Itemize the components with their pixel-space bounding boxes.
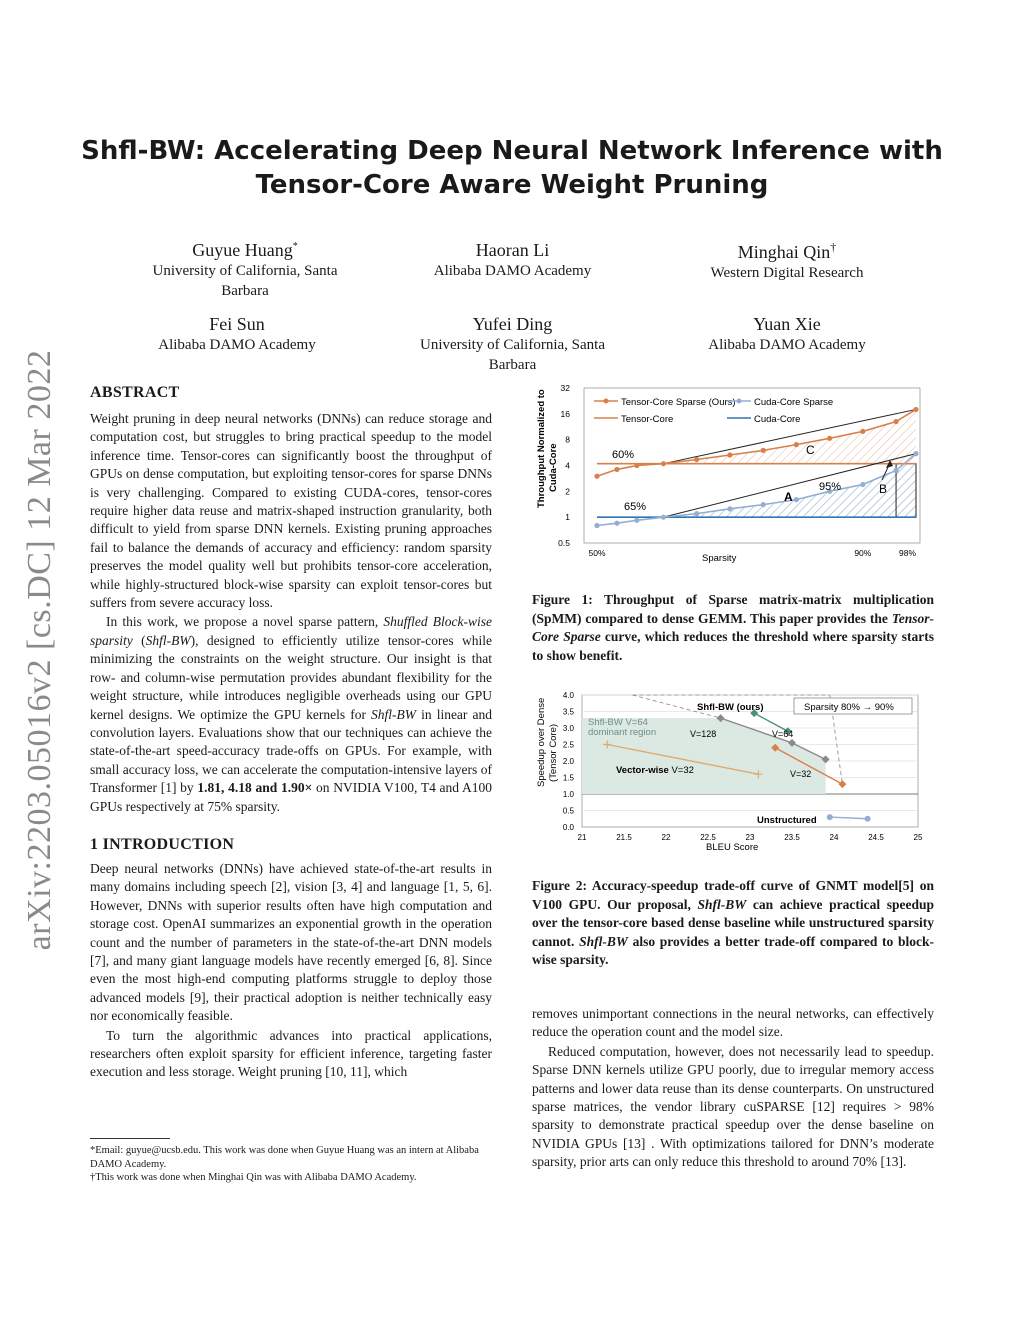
cuda-core-sparse-point bbox=[634, 518, 639, 523]
region-b-box bbox=[896, 464, 916, 517]
speedup-figures: 1.81, 4.18 and 1.90× bbox=[197, 780, 313, 796]
caption-term-shfl-bw: Shfl-BW bbox=[697, 896, 747, 912]
cuda-core-sparse-point bbox=[727, 506, 732, 511]
author-affiliation: University of California, Santa bbox=[152, 263, 338, 279]
figure-2-x-ticks bbox=[578, 833, 923, 842]
term-shfl-bw: Shfl-BW bbox=[145, 632, 191, 648]
y-tick-label: 3.5 bbox=[562, 707, 574, 717]
footnotes bbox=[90, 1144, 492, 1185]
legend-tensor-core-sparse: Tensor-Core Sparse (Ours) bbox=[621, 397, 736, 408]
tensor-core-sparse-point bbox=[614, 467, 619, 472]
y-tick-label: 0.5 bbox=[562, 806, 574, 816]
abstract-heading: ABSTRACT bbox=[90, 384, 180, 401]
abstract-paragraph-1: Weight pruning in deep neural networks (DNNs) can reduce storage and computation cost, but struggles to bring practical speedup to the model inference time. Tensor-cores can significantly boost the throughput of GPUs on dense computation, but exploiting tensor-cores for sparse DNNs is very challenging. Compared to existing CUDA-cores, tensor-cores require higher data reuse and matrix-shaped instruction granularity, both difficult to yield from sparse DNN kernels. Existing pruning approaches fail to balance the demands of accuracy and efficiency: random sparsity preserves the model quality well but prohibits tensor-core acceleration, while highly-structured block-wise sparsity can exploit tensor-cores but suffers from severe accuracy loss. bbox=[90, 411, 492, 611]
tensor-core-sparse-point bbox=[634, 463, 639, 468]
tensor-core-sparse-point bbox=[794, 442, 799, 447]
title-line-2: Tensor-Core Aware Weight Pruning bbox=[255, 170, 769, 200]
y-tick-label: 2 bbox=[565, 486, 570, 497]
cuda-core-sparse-point bbox=[913, 451, 918, 456]
label-v32: V=32 bbox=[790, 769, 812, 779]
x-tick-label: 24 bbox=[829, 833, 839, 842]
figure-2-y-label-line-1: Speedup over Dense bbox=[536, 697, 547, 787]
annotation-95-percent: 95% bbox=[819, 481, 842, 493]
x-tick-label: 22.5 bbox=[700, 833, 716, 842]
x-tick-label: 23.5 bbox=[784, 833, 800, 842]
caption-term-shfl-bw: Shfl-BW bbox=[579, 933, 628, 949]
region-a-label: A bbox=[784, 490, 793, 504]
term-shfl-bw: Shfl-BW bbox=[371, 706, 417, 722]
region-label-line-1: Shfl-BW V=64 bbox=[588, 717, 648, 728]
author-name: Fei Sun bbox=[209, 314, 265, 334]
cuda-core-sparse-point bbox=[794, 497, 799, 502]
figure-1-y-label-line-1: Throughput Normalized to bbox=[536, 389, 547, 508]
figure-2-y-ticks bbox=[563, 691, 575, 832]
author-affiliation: University of California, Santa bbox=[420, 337, 605, 353]
footnote-rule bbox=[90, 1138, 170, 1139]
annotation-65-percent: 65% bbox=[624, 501, 647, 513]
tensor-core-sparse-point bbox=[661, 461, 666, 466]
author-affiliation: Alibaba DAMO Academy bbox=[158, 337, 316, 353]
y-tick-label: 4 bbox=[565, 460, 570, 471]
label-vector-wise: Vector-wise V=32 bbox=[616, 765, 694, 776]
label-shfl-bw-ours: Shfl-BW (ours) bbox=[697, 702, 764, 713]
label-v64: V=64 bbox=[772, 729, 794, 739]
author-affiliation: Barbara bbox=[488, 357, 537, 373]
figure-1-throughput-chart bbox=[532, 380, 934, 570]
tensor-core-sparse-point bbox=[594, 474, 599, 479]
x-tick-label: 23 bbox=[745, 833, 755, 842]
tensor-core-sparse-point bbox=[913, 407, 918, 412]
annotation-60-percent: 60% bbox=[612, 449, 635, 461]
x-tick-label: 90% bbox=[854, 548, 872, 558]
intro-paragraph-2: To turn the algorithmic advances into practical applications, researchers often exploit sparsity for efficient inference, targeting faster execution and less storage. Weight pruning [10, 11], which bbox=[90, 1027, 492, 1080]
author-affiliation: Western Digital Research bbox=[710, 265, 864, 281]
tensor-core-sparse-point bbox=[860, 429, 865, 434]
x-tick-label: 50% bbox=[588, 548, 606, 558]
arxiv-identifier[interactable]: arXiv:2203.05016v2 [cs.DC] 12 Mar 2022 bbox=[21, 349, 58, 951]
figure-2-tradeoff-chart bbox=[532, 685, 934, 855]
figure-1-x-ticks bbox=[588, 548, 916, 558]
right-column-text bbox=[532, 1005, 934, 1172]
y-tick-label: 32 bbox=[560, 383, 570, 393]
y-tick-label: 1.0 bbox=[562, 790, 574, 799]
body-paragraph-2: Reduced computation, however, does not necessarily lead to speedup. Sparse DNN kernels utilize GPU poorly, due to irregular memory access patterns and lower data reuse than its dense counterparts. On unstructured sparse matrices, the vendor library cuSPARSE [12] requires > 98% sparsity to demonstrate practical speedup over the dense baseline on NVIDIA GPUs [13] . With optimizations tailored for DNN’s moderate sparsity, prior arts can only reduce this threshold to around 70% [13]. bbox=[532, 1043, 934, 1170]
y-tick-label: 1.5 bbox=[562, 773, 574, 783]
author-mark: * bbox=[292, 241, 298, 252]
tensor-core-sparse-point bbox=[761, 448, 766, 453]
region-b-label: B bbox=[879, 482, 888, 496]
author-guyue-huang bbox=[90, 240, 400, 301]
x-tick-label: 21.5 bbox=[616, 833, 632, 842]
legend-cuda-core: Cuda-Core bbox=[754, 414, 801, 425]
y-tick-label: 3.0 bbox=[562, 724, 574, 733]
term-shuffled-block-wise: Shuffled Block-wise sparsity bbox=[90, 614, 492, 648]
author-mark: † bbox=[830, 240, 837, 254]
figure-2-x-label: BLEU Score bbox=[706, 842, 759, 853]
title-line-1: Shfl-BW: Accelerating Deep Neural Network Inference with bbox=[81, 136, 943, 166]
author-yufei-ding bbox=[360, 314, 665, 375]
x-tick-label: 98% bbox=[898, 548, 916, 558]
unstructured-point bbox=[827, 814, 833, 820]
y-tick-label: 0.0 bbox=[562, 823, 574, 832]
x-tick-label: 25 bbox=[913, 833, 923, 842]
author-affiliation: Alibaba DAMO Academy bbox=[708, 337, 866, 353]
author-name: Guyue Huang bbox=[192, 240, 293, 260]
author-minghai-qin bbox=[660, 240, 914, 283]
author-haoran-li bbox=[360, 240, 665, 281]
cuda-core-sparse-point bbox=[661, 515, 666, 520]
y-tick-label: 2.5 bbox=[562, 740, 574, 750]
legend-tensor-core: Tensor-Core bbox=[621, 414, 674, 425]
figure-1-y-ticks bbox=[558, 383, 570, 548]
y-tick-label: 2.0 bbox=[562, 757, 574, 766]
unstructured-point bbox=[865, 816, 871, 822]
y-tick-label: 8 bbox=[565, 434, 570, 445]
intro-heading: 1 INTRODUCTION bbox=[90, 835, 235, 853]
legend-cuda-core-sparse: Cuda-Core Sparse bbox=[754, 397, 834, 408]
cuda-core-sparse-point bbox=[893, 468, 898, 473]
author-block bbox=[90, 240, 934, 380]
figure-1-y-label-line-2: Cuda-Core bbox=[548, 443, 559, 492]
author-affiliation: Barbara bbox=[221, 283, 269, 299]
intro-paragraph-1: Deep neural networks (DNNs) have achieved state-of-the-art results in many domains including speech [2], vision [3, 4] and language [1, 5, 6]. However, DNNs with superior results often have high computation and storage cost. OpenAI summarizes an exponential growth in the operation count and the number of parameters in the state-of-the-art DNN models [7], and many giant language models have recently emerged [6, 8]. Since even the most high-end computing platforms struggle to deploy those advanced models [9], their practical adoption is neither technically easy nor economically feasible. bbox=[90, 860, 492, 1024]
author-name: Yufei Ding bbox=[472, 314, 553, 334]
region-c-label: C bbox=[806, 443, 815, 457]
tensor-core-sparse-point bbox=[827, 436, 832, 441]
paper-title bbox=[0, 134, 1024, 202]
figure-1-caption: Figure 1: Throughput of Sparse matrix-matrix multiplication (SpMM) compared to dense GEMM. This paper provides the Tensor-Core Sparse curve, which reduces the threshold where sparsity starts to show benefit. bbox=[532, 592, 934, 663]
y-tick-label: 16 bbox=[560, 408, 570, 419]
body-paragraph-1: removes unimportant connections in the neural networks, can effectively reduce the operation count and the model size. bbox=[532, 1006, 934, 1040]
cuda-core-sparse-point bbox=[594, 523, 599, 528]
figure-1-x-label: Sparsity bbox=[702, 553, 737, 564]
tensor-core-sparse-point bbox=[694, 457, 699, 462]
region-b-fill bbox=[896, 464, 916, 517]
cuda-core-sparse-point bbox=[860, 482, 865, 487]
footnote-affiliation: †This work was done when Minghai Qin was with Alibaba DAMO Academy. bbox=[90, 1172, 417, 1183]
x-tick-label: 22 bbox=[661, 833, 671, 842]
y-tick-label: 1 bbox=[565, 512, 570, 523]
author-name: Haoran Li bbox=[475, 240, 550, 260]
x-tick-label: 21 bbox=[577, 833, 587, 842]
figure-2-caption: Figure 2: Accuracy-speedup trade-off curve of GNMT model[5] on V100 GPU. Our proposal, Shfl-BW can achieve practical speedup over the tensor-core based dense baseline while unstructured sparsity cannot. Shfl-BW also provides a better trade-off compared to block-wise sparsity. bbox=[532, 878, 934, 968]
y-tick-label: 4.0 bbox=[562, 691, 574, 700]
cuda-core-sparse-point bbox=[761, 502, 766, 507]
figure-2-y-label-line-2: (Tensor Core) bbox=[548, 723, 559, 782]
sparsity-legend-text: Sparsity 80% → 90% bbox=[804, 702, 894, 713]
region-label-line-2: dominant region bbox=[588, 727, 657, 738]
left-column bbox=[90, 384, 492, 1082]
author-fei-sun bbox=[90, 314, 384, 355]
label-v128: V=128 bbox=[690, 729, 717, 739]
author-yuan-xie bbox=[660, 314, 914, 355]
author-name: Minghai Qin bbox=[737, 242, 831, 262]
tensor-core-sparse-point bbox=[893, 419, 898, 424]
author-name: Yuan Xie bbox=[753, 314, 821, 334]
cuda-core-sparse-point bbox=[694, 511, 699, 516]
label-unstructured: Unstructured bbox=[757, 815, 817, 826]
author-affiliation: Alibaba DAMO Academy bbox=[433, 263, 592, 279]
y-tick-label: 0.5 bbox=[558, 538, 570, 548]
x-tick-label: 24.5 bbox=[868, 833, 884, 842]
tensor-core-sparse-point bbox=[727, 452, 732, 457]
abstract-paragraph-2: In this work, we propose a novel sparse pattern, Shuffled Block-wise sparsity (Shfl-BW), designed to efficiently utilize tensor-cores while minimizing the constraints on the weight structure. Our insight is that row- and column-wise permutation provides abundant flexibility for the weight structure, while introduces negligible overheads using our GPU kernel designs. We optimize the GPU kernels for Shfl-BW in linear and convolution layers. Evaluations show that our techniques can achieve the state-of-the-art speed-accuracy trade-offs on GPUs. For example, with small accuracy loss, we can accelerate the computation-intensive layers of Transformer [1] by 1.81, 4.18 and 1.90× on NVIDIA V100, T4 and A100 GPUs respectively at 75% sparsity. bbox=[90, 614, 493, 814]
footnote-email: *Email: guyue@ucsb.edu. This work was done when Guyue Huang was an intern at Alibaba DAMO Academy. bbox=[90, 1145, 479, 1170]
cuda-core-sparse-point bbox=[614, 521, 619, 526]
caption-term-tensor-core-sparse: Tensor-Core Sparse bbox=[532, 610, 934, 645]
